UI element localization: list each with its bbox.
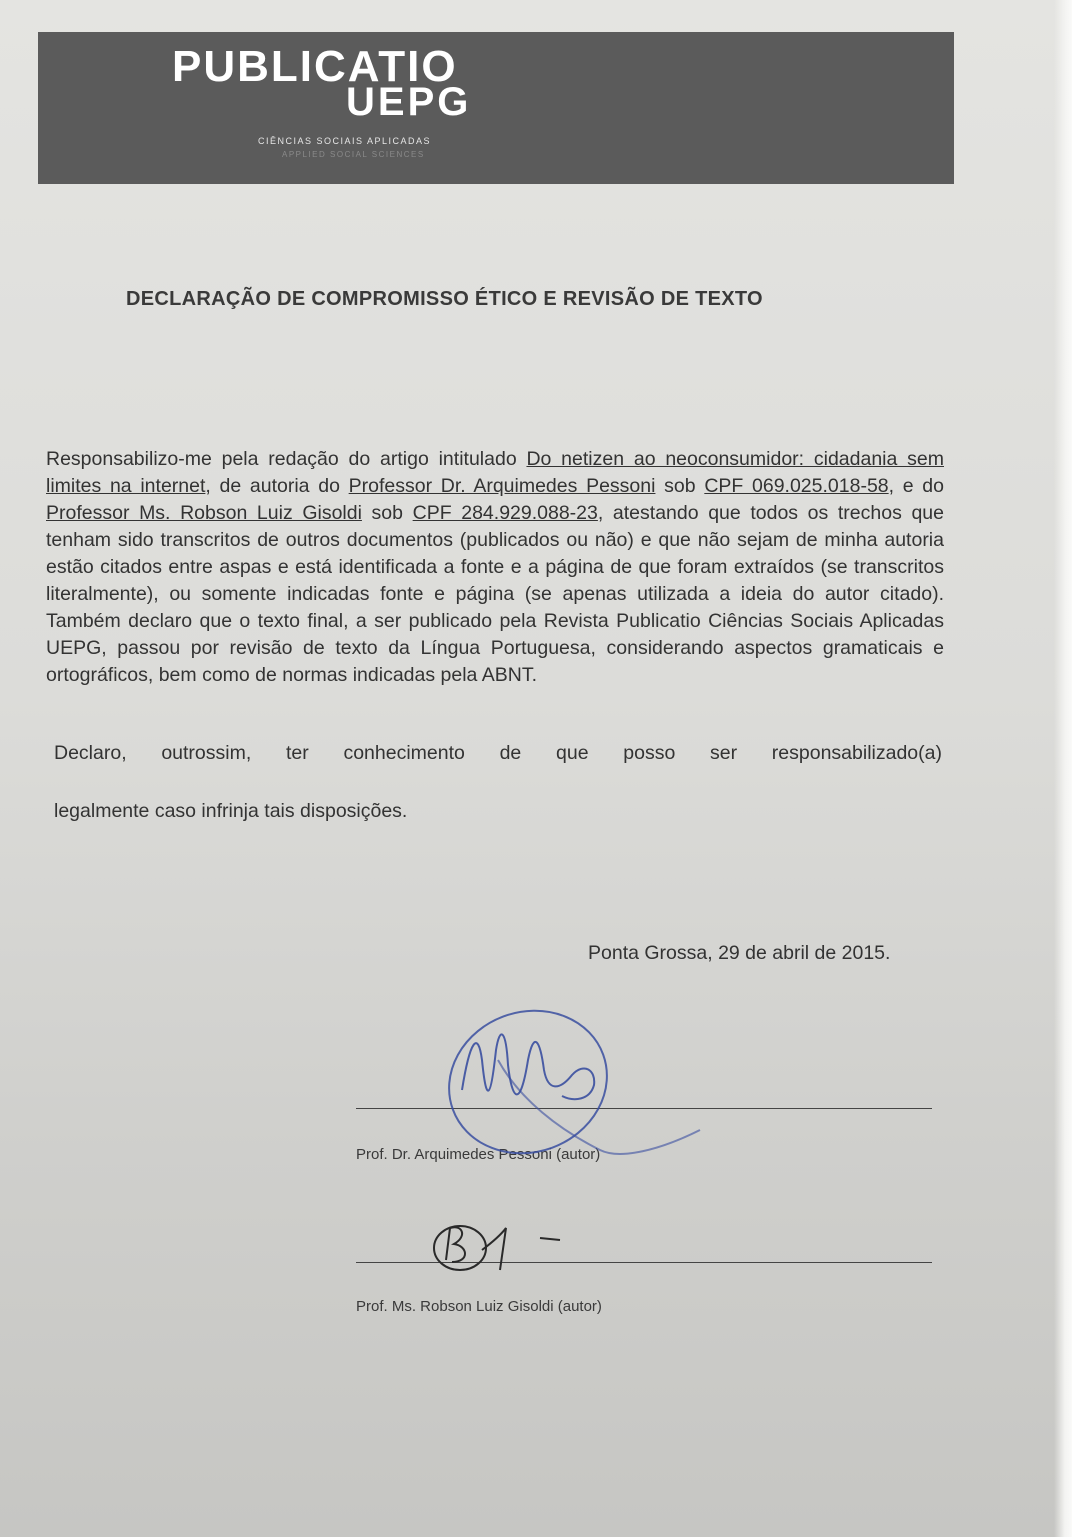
place-and-date: Ponta Grossa, 29 de abril de 2015. bbox=[588, 942, 891, 964]
journal-logo-line1: PUBLICATIO bbox=[172, 42, 458, 91]
article-title: Do netizen ao neoconsumidor: cidadania sem limites na internet bbox=[46, 448, 944, 497]
declaration-statement-end: legalmente caso infrinja tais disposições. bbox=[54, 800, 408, 822]
signature-1-scribble bbox=[429, 989, 700, 1175]
author-1-cpf: CPF 069.025.018-58 bbox=[704, 475, 889, 497]
author-2-cpf: CPF 284.929.088-23 bbox=[412, 502, 598, 524]
body-text-4: , e do bbox=[888, 475, 944, 497]
body-text-5: sob bbox=[361, 502, 413, 524]
declaration-statement: Declaro, outrossim, ter conhecimento de que posso ser responsabilizado(a) bbox=[54, 742, 942, 764]
journal-tagline-secondary: APPLIED SOCIAL SCIENCES bbox=[282, 150, 425, 159]
body-text-1: Responsabilizo-me pela redação do artigo intitulado bbox=[46, 448, 527, 470]
journal-tagline: CIÊNCIAS SOCIAIS APLICADAS bbox=[258, 136, 432, 146]
body-text-6: , atestando que todos os trechos que tenham sido transcritos de outros documentos (publicados ou não) e que não sejam de minha autoria estão citados entre aspas e está identificada a fonte e a página de que foram extraídos (se transcritos literalmente), ou somente indicadas fonte e página (se apenas utilizada a ideia do autor citado). Também declaro que o texto final, a ser publicado pela Revista Publicatio Ciências Sociais Aplicadas UEPG, passou por revisão de texto da Língua Portuguesa, considerando aspectos gramaticais e ortográficos, bem como de normas indicadas pela ABNT. bbox=[46, 502, 944, 686]
body-text-3: sob bbox=[655, 475, 705, 497]
document-title: DECLARAÇÃO DE COMPROMISSO ÉTICO E REVISÃO DE TEXTO bbox=[126, 288, 763, 310]
author-1-name: Professor Dr. Arquimedes Pessoni bbox=[348, 475, 656, 497]
author-2-name: Professor Ms. Robson Luiz Gisoldi bbox=[46, 502, 362, 524]
journal-logo-line2: UEPG bbox=[346, 80, 472, 124]
signature-2-scribble bbox=[434, 1226, 560, 1270]
signature-name-1: Prof. Dr. Arquimedes Pessoni (autor) bbox=[356, 1146, 601, 1163]
signature-name-2: Prof. Ms. Robson Luiz Gisoldi (autor) bbox=[356, 1298, 602, 1315]
body-text-2: , de autoria do bbox=[205, 475, 349, 497]
